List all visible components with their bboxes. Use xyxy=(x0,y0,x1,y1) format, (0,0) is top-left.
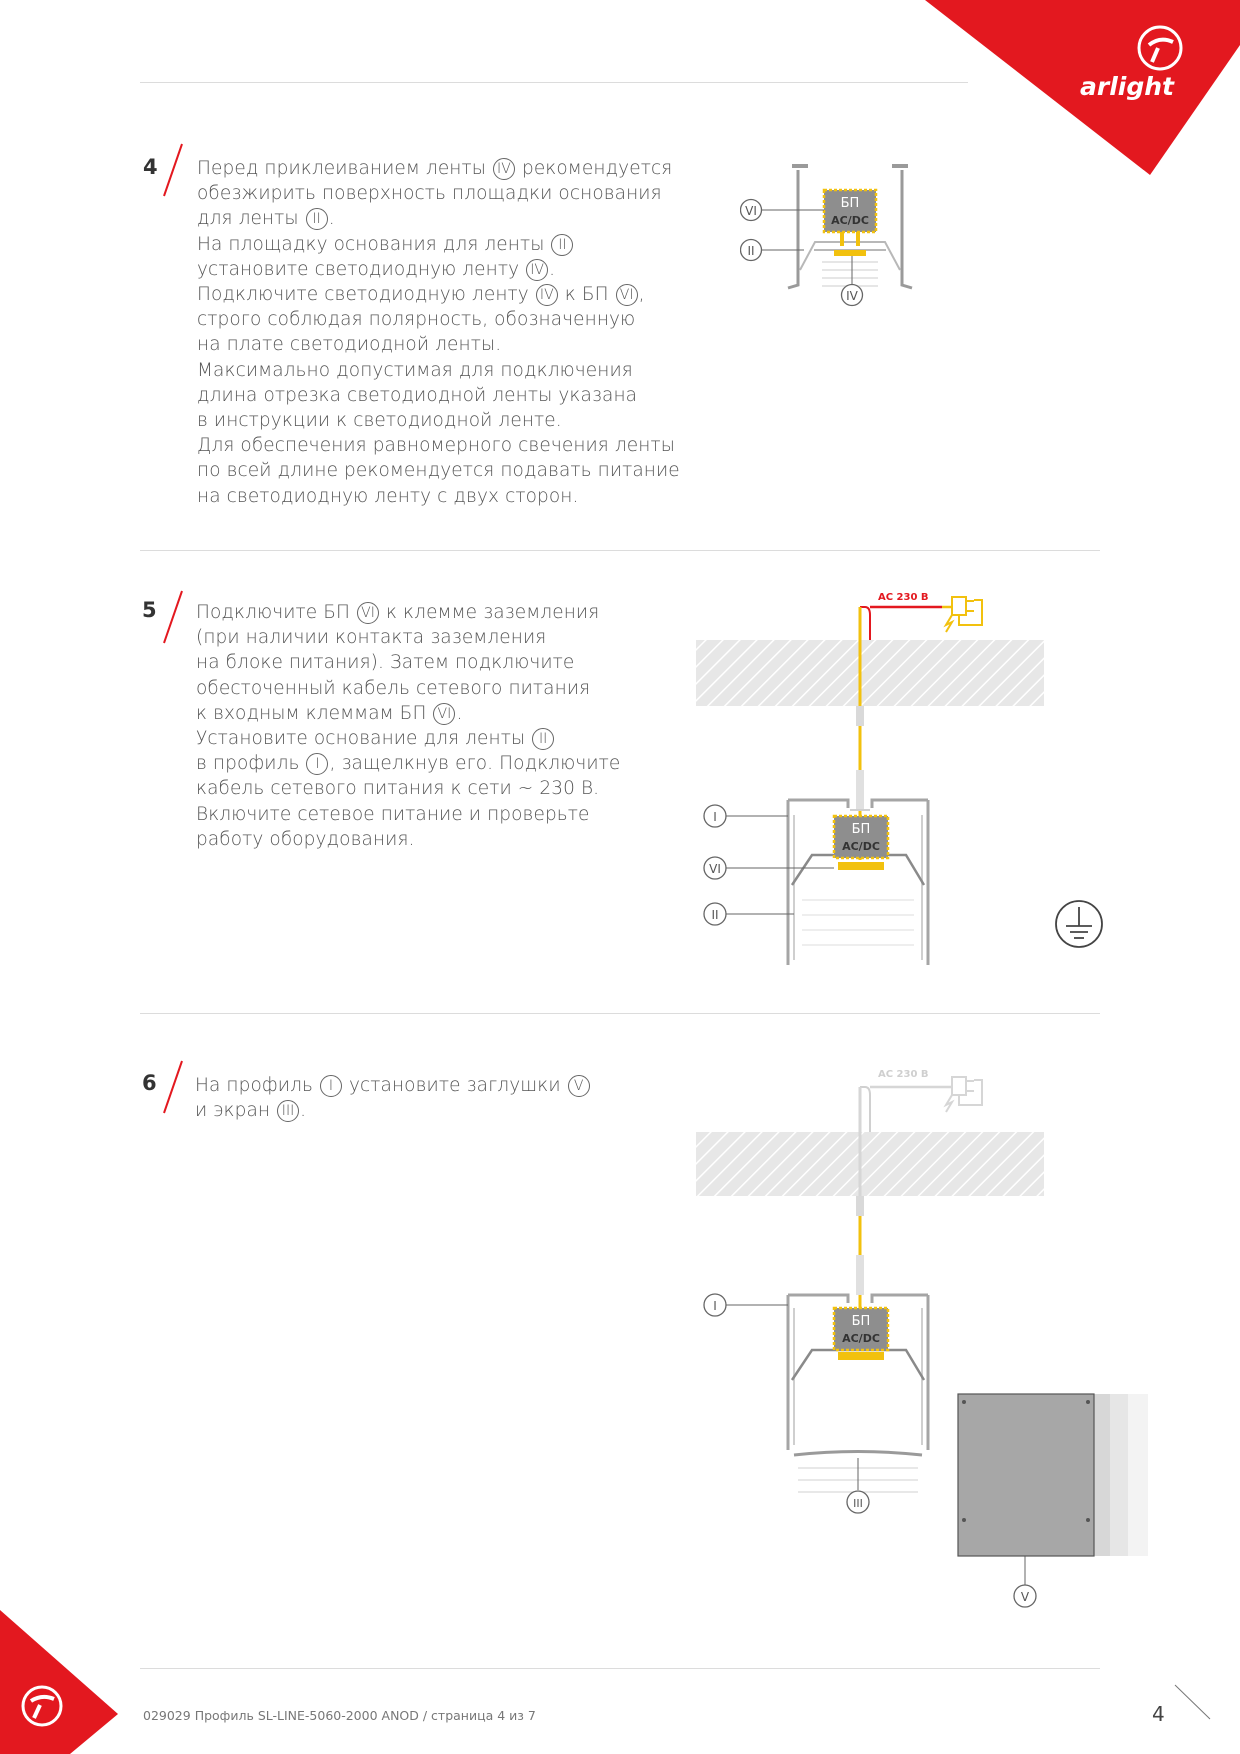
part-reference-badge: IV xyxy=(526,259,548,281)
step-number-4: 4 xyxy=(143,155,158,179)
diagram-step-4 xyxy=(740,150,940,340)
step-text-segment: Максимально допустимая для подключения xyxy=(197,359,633,381)
step-text-segment: для ленты xyxy=(197,208,305,230)
step-text-segment: и экран xyxy=(195,1100,277,1122)
part-reference-badge: V xyxy=(568,1075,590,1097)
step-text-segment: . xyxy=(549,258,556,280)
part-reference-badge: IV xyxy=(493,158,515,180)
page-number: 4 xyxy=(1152,1702,1165,1726)
step-text-segment: , xyxy=(638,284,645,306)
psu-label: БП xyxy=(851,1314,871,1329)
step-text-segment: работу оборудования. xyxy=(196,828,415,850)
step-text-segment: (при наличии контакта заземления xyxy=(196,627,547,649)
step-text-segment: Для обеспечения равномерного свечения ленты xyxy=(197,435,675,457)
step-text-line xyxy=(196,650,620,675)
diagram-step-5 xyxy=(690,570,1120,990)
step-slash-6 xyxy=(160,1057,190,1117)
part-reference-badge: II xyxy=(306,208,328,230)
voltage-label: AC 230 В xyxy=(878,592,929,603)
step-text-segment: . xyxy=(456,702,463,724)
step-text-line xyxy=(196,600,620,625)
step-text-line xyxy=(196,726,620,751)
divider-step5-end xyxy=(140,1013,1100,1014)
svg-text:I: I xyxy=(713,810,717,824)
part-reference-badge: I xyxy=(306,753,328,775)
diagram-step-6 xyxy=(690,1050,1170,1620)
step-text-line xyxy=(197,484,680,509)
callout-I xyxy=(704,805,726,827)
svg-text:III: III xyxy=(853,1497,863,1510)
part-reference-badge: VI xyxy=(616,284,638,306)
step-text-segment: Подключите светодиодную ленту xyxy=(197,284,535,306)
step-text-line xyxy=(196,701,620,726)
svg-text:II: II xyxy=(747,244,755,258)
step-text-segment: обезжирить поверхность площадки основания xyxy=(197,183,662,205)
step-number-5: 5 xyxy=(142,598,157,622)
step-text-segment: на блоке питания). Затем подключите xyxy=(196,652,575,674)
callout-III xyxy=(847,1491,869,1513)
step-text-segment: к БП xyxy=(558,284,615,306)
psu-label: БП xyxy=(851,822,871,837)
step-text-line xyxy=(197,458,680,483)
part-reference-badge: VI xyxy=(357,602,379,624)
callout-VI xyxy=(741,200,762,221)
plug-icon xyxy=(946,597,982,632)
svg-text:VI: VI xyxy=(745,204,757,218)
step-text-segment: установите светодиодную ленту xyxy=(197,258,526,280)
step-text-segment: длина отрезка светодиодной ленты указана xyxy=(197,384,638,406)
svg-text:VI: VI xyxy=(709,862,721,876)
step-text-segment: в инструкции к светодиодной ленте. xyxy=(197,410,562,432)
step-4-text xyxy=(197,156,680,509)
callout-I xyxy=(704,1294,726,1316)
svg-text:V: V xyxy=(1020,1590,1030,1604)
svg-text:II: II xyxy=(711,908,719,922)
step-text-segment: Установите основание для ленты xyxy=(196,728,532,750)
step-text-segment: , защелкнув его. Подключите xyxy=(329,753,621,775)
psu-sublabel: AC/DC xyxy=(831,214,869,227)
step-text-line xyxy=(195,1073,591,1098)
end-caps-stack xyxy=(958,1394,1148,1556)
step-text-segment: Подключите БП xyxy=(196,602,357,623)
divider-footer xyxy=(140,1668,1100,1669)
step-text-segment: На профиль xyxy=(195,1075,319,1096)
footer-caption: 029029 Профиль SL-LINE-5060-2000 ANOD / страница 4 из 7 xyxy=(143,1708,536,1723)
step-text-segment: на светодиодную ленту с двух сторон. xyxy=(197,485,579,507)
step-6-text xyxy=(195,1073,591,1123)
page-number-slash xyxy=(1172,1682,1214,1722)
part-reference-badge: II xyxy=(532,728,554,750)
step-text-line xyxy=(197,408,680,433)
psu-sublabel: AC/DC xyxy=(842,1332,880,1345)
svg-text:I: I xyxy=(713,1299,717,1313)
step-5-text xyxy=(196,600,620,852)
callout-IV xyxy=(842,285,863,306)
step-text-segment: к клемме заземления xyxy=(380,602,600,623)
voltage-label: AC 230 В xyxy=(878,1069,929,1080)
step-text-line xyxy=(195,1098,591,1123)
part-reference-badge: II xyxy=(551,234,573,256)
step-text-segment: в профиль xyxy=(196,753,306,775)
svg-text:IV: IV xyxy=(846,289,858,303)
psu-label: БП xyxy=(840,196,860,211)
step-text-segment: рекомендуется xyxy=(516,158,673,179)
step-text-line xyxy=(197,206,680,231)
step-text-segment: . xyxy=(300,1100,307,1122)
step-text-segment: строго соблюдая полярность, обозначенную xyxy=(197,309,636,331)
step-text-line xyxy=(196,751,620,776)
step-text-segment: Перед приклеиванием ленты xyxy=(197,158,492,179)
step-text-segment: Включите сетевое питание и проверьте xyxy=(196,803,590,825)
step-text-line xyxy=(196,625,620,650)
step-text-line xyxy=(196,676,620,701)
step-text-line xyxy=(197,257,680,282)
step-slash-5 xyxy=(160,587,190,647)
step-text-line xyxy=(197,383,680,408)
step-text-line xyxy=(197,181,680,206)
step-text-segment: На площадку основания для ленты xyxy=(197,233,551,255)
plug-icon xyxy=(946,1077,982,1112)
part-reference-badge: III xyxy=(277,1100,299,1122)
callout-V xyxy=(1014,1585,1036,1607)
step-text-line xyxy=(196,827,620,852)
brand-logo-text: arlight xyxy=(1080,72,1174,101)
part-reference-badge: VI xyxy=(433,703,455,725)
callout-II xyxy=(741,240,762,261)
part-reference-badge: I xyxy=(320,1075,342,1097)
step-text-line xyxy=(197,282,680,307)
step-text-line xyxy=(197,156,680,181)
callout-II xyxy=(704,903,726,925)
step-text-segment: по всей длине рекомендуется подавать питание xyxy=(197,460,680,482)
brand-corner-bottom xyxy=(0,1610,130,1754)
step-text-line xyxy=(197,332,680,357)
step-text-line xyxy=(197,232,680,257)
step-text-line xyxy=(196,776,620,801)
step-number-6: 6 xyxy=(142,1071,157,1095)
step-text-segment: установите заглушки xyxy=(343,1075,567,1096)
step-text-line xyxy=(197,358,680,383)
part-reference-badge: IV xyxy=(536,284,558,306)
ceiling-slab xyxy=(696,1132,1044,1196)
step-text-segment: на плате светодиодной ленты. xyxy=(197,334,502,356)
step-text-line xyxy=(196,802,620,827)
step-text-line xyxy=(197,433,680,458)
ceiling-slab xyxy=(696,640,1044,706)
divider-step4-end xyxy=(140,550,1100,551)
step-text-segment: обесточенный кабель сетевого питания xyxy=(196,677,591,699)
step-slash-4 xyxy=(160,140,190,200)
step-text-line xyxy=(197,307,680,332)
step-text-segment: кабель сетевого питания к сети ~ 230 В. xyxy=(196,778,600,800)
divider-top xyxy=(140,82,968,83)
ground-symbol-icon xyxy=(1056,901,1102,947)
step-text-segment: . xyxy=(328,208,335,230)
callout-VI xyxy=(704,857,726,879)
psu-sublabel: AC/DC xyxy=(842,840,880,853)
step-text-segment: к входным клеммам БП xyxy=(196,702,433,724)
